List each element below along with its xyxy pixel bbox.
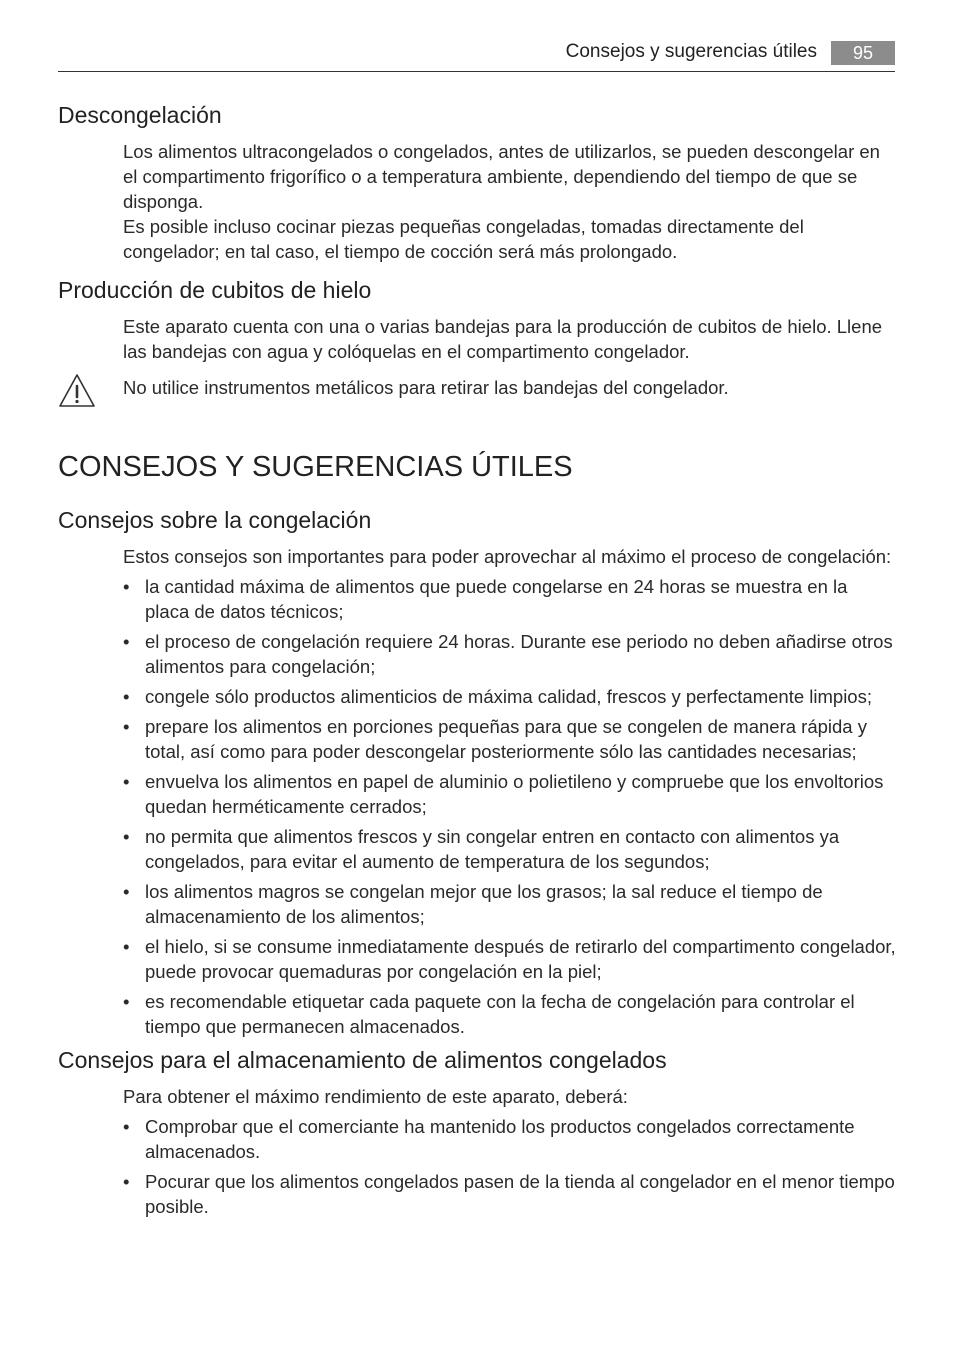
paragraph: Estos consejos son importantes para poder aprovechar al máximo el proceso de congelación: bbox=[123, 546, 892, 567]
main-title: CONSEJOS Y SUGERENCIAS ÚTILES bbox=[58, 451, 573, 483]
list-item-text: el hielo, si se consume inmediatamente después de retirarlo del compartimento congelador, puede provocar quemaduras por congelación en la piel; bbox=[145, 936, 896, 982]
list-item-text: los alimentos magros se congelan mejor que los grasos; la sal reduce el tiempo de almacenamiento de los alimentos; bbox=[145, 881, 823, 927]
page-number-badge: 95 bbox=[831, 41, 895, 65]
descongelacion-body bbox=[123, 139, 896, 264]
cubitos-body bbox=[123, 314, 896, 364]
list-item-text: no permita que alimentos frescos y sin congelar entren en contacto con alimentos ya congelados, para evitar el aumento de temperatura de los segundos; bbox=[145, 826, 840, 872]
congelacion-list bbox=[123, 574, 896, 1039]
list-item-text: la cantidad máxima de alimentos que puede congelarse en 24 horas se muestra en la placa de datos técnicos; bbox=[145, 576, 848, 622]
heading-congelacion: Consejos sobre la congelación bbox=[58, 507, 372, 533]
paragraph: Es posible incluso cocinar piezas pequeñas congeladas, tomadas directamente del congelador; en tal caso, el tiempo de cocción será más prolongado. bbox=[123, 216, 804, 262]
list-item-text: envuelva los alimentos en papel de aluminio o polietileno y compruebe que los envoltorios quedan herméticamente cerrados; bbox=[145, 771, 884, 817]
bullet-icon: • bbox=[123, 771, 130, 792]
page-content bbox=[58, 100, 896, 1224]
almacenamiento-intro bbox=[123, 1084, 896, 1109]
bullet-icon: • bbox=[123, 1171, 130, 1192]
list-item bbox=[123, 574, 896, 624]
bullet-icon: • bbox=[123, 686, 130, 707]
heading-cubitos: Producción de cubitos de hielo bbox=[58, 277, 372, 303]
list-item-text: Comprobar que el comerciante ha mantenido los productos congelados correctamente almacenados. bbox=[145, 1116, 855, 1162]
list-item-text: congele sólo productos alimenticios de máxima calidad, frescos y perfectamente limpios; bbox=[145, 686, 872, 707]
heading-almacenamiento: Consejos para el almacenamiento de alimentos congelados bbox=[58, 1047, 667, 1073]
list-item-text: es recomendable etiquetar cada paquete con la fecha de congelación para controlar el tiempo que permanecen almacenados. bbox=[145, 991, 855, 1037]
bullet-icon: • bbox=[123, 631, 130, 652]
paragraph: Este aparato cuenta con una o varias bandejas para la producción de cubitos de hielo. Llene las bandejas con agua y colóquelas en el compartimento congelador. bbox=[123, 316, 883, 362]
warning-note bbox=[58, 375, 896, 400]
list-item bbox=[123, 714, 896, 764]
almacenamiento-list bbox=[123, 1114, 896, 1219]
paragraph: Los alimentos ultracongelados o congelados, antes de utilizarlos, se pueden descongelar en el compartimento frigorífico o a temperatura ambiente, dependiendo del tiempo de que se disponga. bbox=[123, 141, 880, 212]
list-item-text: prepare los alimentos en porciones pequeñas para que se congelen de manera rápida y total, así como para poder descongelar posteriormente sólo las cantidades necesarias; bbox=[145, 716, 867, 762]
list-item-text: Pocurar que los alimentos congelados pasen de la tienda al congelador en el menor tiempo posible. bbox=[145, 1171, 895, 1217]
bullet-icon: • bbox=[123, 991, 130, 1012]
list-item bbox=[123, 824, 896, 874]
list-item bbox=[123, 769, 896, 819]
list-item bbox=[123, 934, 896, 984]
paragraph: Para obtener el máximo rendimiento de este aparato, deberá: bbox=[123, 1086, 628, 1107]
bullet-icon: • bbox=[123, 881, 130, 902]
bullet-icon: • bbox=[123, 716, 130, 737]
list-item bbox=[123, 1169, 896, 1219]
bullet-icon: • bbox=[123, 1116, 130, 1137]
warning-text: No utilice instrumentos metálicos para retirar las bandejas del congelador. bbox=[123, 377, 729, 398]
heading-descongelacion: Descongelación bbox=[58, 102, 222, 128]
bullet-icon: • bbox=[123, 826, 130, 847]
bullet-icon: • bbox=[123, 936, 130, 957]
bullet-icon: • bbox=[123, 576, 130, 597]
list-item bbox=[123, 1114, 896, 1164]
list-item-text: el proceso de congelación requiere 24 horas. Durante ese periodo no deben añadirse otros alimentos para congelación; bbox=[145, 631, 893, 677]
congelacion-intro bbox=[123, 544, 896, 569]
list-item bbox=[123, 629, 896, 679]
warning-triangle-icon bbox=[58, 373, 96, 409]
page-header bbox=[58, 40, 895, 72]
running-title: Consejos y sugerencias útiles bbox=[565, 41, 817, 62]
list-item bbox=[123, 989, 896, 1039]
list-item bbox=[123, 684, 896, 709]
list-item bbox=[123, 879, 896, 929]
